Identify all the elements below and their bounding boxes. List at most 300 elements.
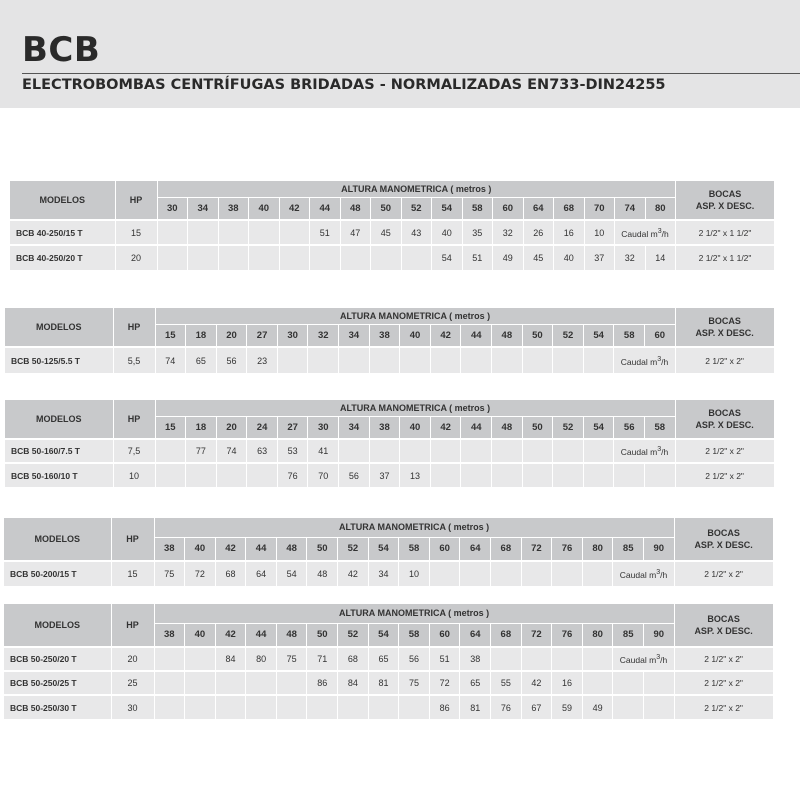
title-divider [22,73,800,74]
value-cell: 84 [338,671,369,695]
value-cell: 51 [429,647,460,671]
value-cell [218,220,249,245]
value-cell [613,671,644,695]
table-row [5,439,774,463]
value-cell: 14 [645,245,676,270]
height-header: 42 [215,537,246,561]
value-cell: 84 [215,647,246,671]
hp-header: HP [111,518,154,561]
value-cell: 40 [432,220,463,245]
caudal-unit: /h [661,446,669,457]
value-cell: 43 [401,220,432,245]
height-header: 70 [584,197,615,220]
height-header: 64 [523,197,554,220]
value-cell [246,671,277,695]
bocas-header [675,400,774,439]
height-header: 24 [247,416,278,439]
height-header: 44 [246,623,277,647]
height-header: 40 [185,537,216,561]
height-header: 74 [615,197,646,220]
height-header: 30 [277,324,308,347]
bocas-sublabel: ASP. X DESC. [694,540,753,550]
value-cell [522,439,553,463]
value-cell [249,220,280,245]
hp-header: HP [113,308,155,347]
caudal-text: Caudal m [620,356,658,367]
modelos-header: MODELOS [5,400,113,439]
value-cell [249,245,280,270]
page-subtitle: ELECTROBOMBAS CENTRÍFUGAS BRIDADAS - NORMALIZADAS EN733-DIN24255 [22,77,666,93]
height-header: 80 [582,537,613,561]
value-cell: 32 [493,220,524,245]
caudal-exponent: 3 [657,445,662,454]
height-header: 52 [401,197,432,220]
value-cell: 10 [399,561,430,586]
hp-value: 5,5 [113,347,155,373]
value-cell [185,647,216,671]
value-cell [583,347,614,373]
height-header: 44 [461,416,492,439]
bocas-header [676,181,775,220]
height-header: 40 [400,324,431,347]
value-cell: 76 [491,695,522,719]
value-cell [157,245,188,270]
caudal-text: Caudal m [620,446,658,457]
table-row [4,695,773,719]
hp-value: 15 [115,220,157,245]
altura-header: ALTURA MANOMETRICA ( metros ) [154,604,674,623]
value-cell [339,347,370,373]
height-header: 90 [644,623,675,647]
value-cell [215,671,246,695]
value-cell: 77 [186,439,217,463]
value-cell: 55 [491,671,522,695]
value-cell [430,463,461,487]
value-cell [247,463,278,487]
caudal-unit: /h [660,569,668,580]
height-header: 68 [491,623,522,647]
value-cell: 54 [432,245,463,270]
value-cell [400,439,431,463]
height-header: 52 [553,416,584,439]
bocas-sublabel: ASP. X DESC. [694,626,753,636]
value-cell: 65 [368,647,399,671]
height-header: 44 [461,324,492,347]
hp-header: HP [113,400,155,439]
value-cell: 68 [215,561,246,586]
caudal-exponent: 3 [656,653,661,662]
value-cell [368,695,399,719]
value-cell [429,561,460,586]
bocas-header [674,604,773,647]
height-header: 54 [368,537,399,561]
caudal-exponent: 3 [657,354,662,363]
height-header: 50 [522,416,553,439]
value-cell: 75 [399,671,430,695]
value-cell [522,463,553,487]
height-header: 60 [493,197,524,220]
height-header: 54 [583,416,614,439]
height-header: 54 [432,197,463,220]
value-cell [154,647,185,671]
height-header: 90 [644,537,675,561]
hp-value: 7,5 [113,439,155,463]
value-cell [553,463,584,487]
height-header: 50 [307,537,338,561]
bocas-value: 2 1/2" x 2" [675,463,774,487]
height-header: 56 [614,416,645,439]
value-cell [613,695,644,719]
header-row [4,604,773,623]
height-header: 80 [582,623,613,647]
value-cell: 75 [154,561,185,586]
table-row [5,347,774,373]
height-header: 58 [462,197,493,220]
height-header: 27 [277,416,308,439]
height-header: 30 [157,197,188,220]
height-header: 44 [310,197,341,220]
height-header: 64 [460,623,491,647]
bocas-sublabel: ASP. X DESC. [695,328,754,338]
value-cell [461,463,492,487]
table-row [4,561,773,586]
value-cell: 16 [552,671,583,695]
value-cell [338,695,369,719]
height-header: 64 [460,537,491,561]
hp-value: 20 [115,245,157,270]
modelos-header: MODELOS [4,604,111,647]
height-header: 40 [249,197,280,220]
caudal-label [614,439,675,463]
height-header: 54 [368,623,399,647]
model-name: BCB 50-250/25 T [4,671,111,695]
value-cell [553,347,584,373]
value-cell [582,647,613,671]
height-header: 34 [339,416,370,439]
page-header [0,0,800,108]
height-header: 50 [307,623,338,647]
value-cell: 10 [584,220,615,245]
height-header: 18 [186,416,217,439]
height-header: 52 [553,324,584,347]
value-cell [340,245,371,270]
bocas-value: 2 1/2" x 1 1/2" [676,245,775,270]
value-cell: 56 [339,463,370,487]
value-cell: 86 [307,671,338,695]
height-header: 60 [429,537,460,561]
bocas-value: 2 1/2" x 2" [674,695,773,719]
bocas-value: 2 1/2" x 2" [674,647,773,671]
value-cell: 74 [216,439,247,463]
value-cell [188,245,219,270]
bocas-sublabel: ASP. X DESC. [695,420,754,430]
height-header: 52 [338,623,369,647]
value-cell [491,647,522,671]
value-cell: 76 [277,463,308,487]
value-cell: 35 [462,220,493,245]
spec-table [4,518,774,586]
value-cell: 81 [460,695,491,719]
value-cell: 86 [429,695,460,719]
height-header: 76 [552,623,583,647]
modelos-header: MODELOS [5,308,113,347]
height-header: 30 [308,416,339,439]
value-cell: 64 [246,561,277,586]
height-header: 34 [188,197,219,220]
height-header: 15 [155,324,186,347]
value-cell: 49 [493,245,524,270]
height-header: 38 [218,197,249,220]
value-cell: 68 [338,647,369,671]
height-header: 52 [338,537,369,561]
value-cell [308,347,339,373]
model-name: BCB 40-250/20 T [10,245,115,270]
value-cell [644,695,675,719]
altura-header: ALTURA MANOMETRICA ( metros ) [157,181,676,197]
bocas-label: BOCAS [708,189,742,199]
model-name: BCB 50-250/30 T [4,695,111,719]
value-cell [369,347,400,373]
table-row [4,671,773,695]
value-cell: 45 [523,245,554,270]
value-cell [155,439,186,463]
model-name: BCB 50-160/10 T [5,463,113,487]
value-cell [614,463,645,487]
height-header: 32 [308,324,339,347]
value-cell: 70 [308,463,339,487]
height-header: 58 [614,324,645,347]
height-header: 38 [369,416,400,439]
value-cell: 74 [155,347,186,373]
value-cell: 71 [307,647,338,671]
height-header: 50 [522,324,553,347]
value-cell [216,463,247,487]
value-cell [339,439,370,463]
height-header: 34 [339,324,370,347]
caudal-exponent: 3 [657,226,662,235]
height-header: 15 [155,416,186,439]
height-header: 18 [186,324,217,347]
bocas-header [674,518,773,561]
height-header: 38 [369,324,400,347]
value-cell: 38 [460,647,491,671]
value-cell: 51 [462,245,493,270]
height-header: 68 [491,537,522,561]
value-cell: 81 [368,671,399,695]
bocas-value: 2 1/2" x 2" [675,439,774,463]
height-header: 54 [583,324,614,347]
value-cell [279,220,310,245]
spec-table [4,604,774,719]
value-cell: 47 [340,220,371,245]
table-row [4,647,773,671]
bocas-label: BOCAS [708,408,741,418]
height-header: 80 [645,197,676,220]
value-cell [583,463,614,487]
height-header: 50 [371,197,402,220]
height-header: 68 [554,197,585,220]
value-cell: 49 [582,695,613,719]
table-row [5,463,774,487]
value-cell [307,695,338,719]
caudal-unit: /h [661,228,669,239]
height-header: 48 [492,324,523,347]
height-header: 72 [521,623,552,647]
height-header: 58 [399,623,430,647]
header-row [4,518,773,537]
value-cell: 75 [276,647,307,671]
value-cell: 32 [615,245,646,270]
value-cell: 59 [552,695,583,719]
value-cell: 56 [399,647,430,671]
header-row [10,181,775,197]
caudal-label [615,220,676,245]
spec-table [10,181,775,270]
value-cell [521,647,552,671]
value-cell: 51 [310,220,341,245]
bocas-header [675,308,774,347]
value-cell [276,671,307,695]
altura-header: ALTURA MANOMETRICA ( metros ) [155,400,675,416]
value-cell [310,245,341,270]
value-cell [491,561,522,586]
value-cell [522,347,553,373]
height-header: 48 [276,623,307,647]
value-cell [644,671,675,695]
caudal-unit: /h [661,356,669,367]
value-cell: 42 [521,671,552,695]
spec-table [5,308,775,373]
value-cell: 40 [554,245,585,270]
bocas-value: 2 1/2" x 1 1/2" [676,220,775,245]
value-cell [492,347,523,373]
value-cell [552,647,583,671]
value-cell [401,245,432,270]
height-header: 58 [399,537,430,561]
caudal-label [613,561,674,586]
value-cell [185,695,216,719]
value-cell [492,463,523,487]
hp-value: 25 [111,671,154,695]
height-header: 44 [246,537,277,561]
modelos-header: MODELOS [4,518,111,561]
value-cell: 26 [523,220,554,245]
value-cell [552,561,583,586]
bocas-label: BOCAS [707,614,740,624]
value-cell: 72 [185,561,216,586]
bocas-label: BOCAS [708,316,741,326]
bocas-value: 2 1/2" x 2" [674,671,773,695]
caudal-text: Caudal m [619,569,657,580]
value-cell [582,671,613,695]
height-header: 48 [340,197,371,220]
value-cell [276,695,307,719]
hp-header: HP [115,181,157,220]
height-header: 60 [429,623,460,647]
height-header: 60 [645,324,676,347]
caudal-label [613,647,674,671]
height-header: 48 [492,416,523,439]
value-cell [188,220,219,245]
value-cell: 48 [307,561,338,586]
value-cell [215,695,246,719]
value-cell [279,245,310,270]
value-cell: 41 [308,439,339,463]
caudal-text: Caudal m [621,228,658,239]
value-cell: 34 [368,561,399,586]
height-header: 85 [613,537,644,561]
value-cell [157,220,188,245]
value-cell [400,347,431,373]
table-row [10,220,775,245]
value-cell [583,439,614,463]
value-cell [277,347,308,373]
altura-header: ALTURA MANOMETRICA ( metros ) [155,308,675,324]
model-name: BCB 40-250/15 T [10,220,115,245]
bocas-value: 2 1/2" x 2" [675,347,774,373]
hp-value: 20 [111,647,154,671]
altura-header: ALTURA MANOMETRICA ( metros ) [154,518,674,537]
height-header: 48 [276,537,307,561]
height-header: 40 [185,623,216,647]
value-cell [185,671,216,695]
height-header: 20 [216,416,247,439]
bocas-sublabel: ASP. X DESC. [695,201,755,211]
value-cell: 42 [338,561,369,586]
caudal-unit: /h [660,654,668,665]
value-cell [246,695,277,719]
value-cell [521,561,552,586]
value-cell [430,439,461,463]
height-header: 27 [247,324,278,347]
value-cell: 54 [276,561,307,586]
model-name: BCB 50-160/7.5 T [5,439,113,463]
model-name: BCB 50-200/15 T [4,561,111,586]
spec-table [5,400,775,487]
height-header: 76 [552,537,583,561]
value-cell [492,439,523,463]
value-cell [218,245,249,270]
height-header: 42 [430,416,461,439]
value-cell: 16 [554,220,585,245]
bocas-label: BOCAS [707,528,740,538]
value-cell: 63 [247,439,278,463]
height-header: 20 [216,324,247,347]
value-cell [369,439,400,463]
value-cell [371,245,402,270]
value-cell [154,671,185,695]
hp-header: HP [111,604,154,647]
height-header: 85 [613,623,644,647]
value-cell [186,463,217,487]
value-cell [154,695,185,719]
model-name: BCB 50-250/20 T [4,647,111,671]
value-cell: 67 [521,695,552,719]
height-header: 38 [154,623,185,647]
header-row [5,400,774,416]
value-cell: 72 [429,671,460,695]
caudal-label [614,347,675,373]
value-cell [155,463,186,487]
value-cell [461,347,492,373]
value-cell [553,439,584,463]
height-header: 42 [215,623,246,647]
value-cell [399,695,430,719]
value-cell [645,463,676,487]
table-row [10,245,775,270]
value-cell: 80 [246,647,277,671]
caudal-exponent: 3 [656,568,661,577]
